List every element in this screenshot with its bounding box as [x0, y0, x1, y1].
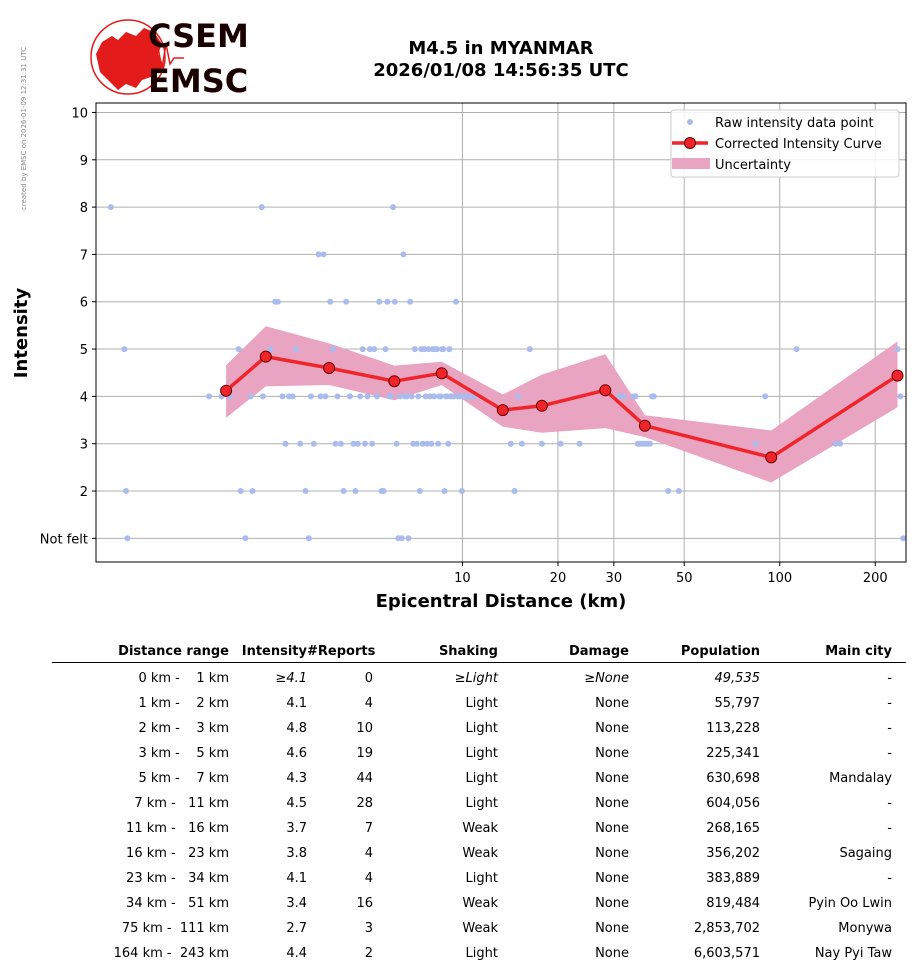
raw-data-point — [431, 393, 437, 399]
cell-shaking: Light — [465, 746, 498, 761]
cell-intensity: 4.1 — [286, 871, 307, 886]
cell-distance-range: 5 km - 7 km — [138, 771, 229, 786]
raw-data-point — [283, 441, 289, 447]
cell-distance-range: 3 km - 5 km — [138, 746, 229, 761]
raw-data-point — [260, 393, 266, 399]
cell-intensity: 3.8 — [286, 846, 307, 861]
curve-point — [389, 376, 400, 387]
cell-intensity: ≥4.1 — [275, 671, 307, 686]
y-tick-label: 5 — [79, 343, 88, 359]
y-tick-label: Not felt — [39, 532, 88, 548]
table-row — [52, 766, 906, 791]
cell-main-city: - — [887, 721, 892, 736]
cell-damage: None — [595, 746, 629, 761]
raw-data-point — [330, 346, 336, 352]
table-row — [52, 916, 906, 941]
table-row — [52, 866, 906, 891]
raw-data-point — [399, 535, 405, 541]
raw-data-point — [388, 393, 394, 399]
raw-data-point — [357, 393, 363, 399]
raw-data-point — [293, 346, 299, 352]
cell-shaking: Light — [465, 721, 498, 736]
cell-intensity: 3.7 — [286, 821, 307, 836]
col-population: Population — [680, 643, 760, 659]
raw-data-point — [445, 441, 451, 447]
cell-main-city: - — [887, 696, 892, 711]
cell-reports: 4 — [364, 696, 373, 711]
raw-data-point — [390, 204, 396, 210]
raw-data-point — [394, 441, 400, 447]
raw-data-point — [374, 393, 380, 399]
cell-population: 604,056 — [706, 796, 760, 811]
curve-point — [536, 400, 547, 411]
x-tick-label: 30 — [605, 571, 623, 586]
raw-data-point — [108, 204, 114, 210]
cell-main-city: - — [887, 871, 892, 886]
raw-data-point — [762, 393, 768, 399]
y-tick-label: 8 — [79, 201, 88, 217]
cell-damage: None — [595, 721, 629, 736]
cell-population: 383,889 — [706, 871, 760, 886]
raw-data-point — [321, 251, 327, 257]
raw-data-point — [362, 441, 368, 447]
cell-damage: None — [595, 946, 629, 961]
curve-point — [639, 420, 650, 431]
curve-point — [221, 385, 232, 396]
cell-population: 225,341 — [706, 746, 760, 761]
raw-data-point — [392, 299, 398, 305]
raw-data-point — [236, 346, 242, 352]
raw-data-point — [238, 488, 244, 494]
col-shaking: Shaking — [438, 643, 498, 659]
cell-population: 268,165 — [706, 821, 760, 836]
cell-intensity: 4.3 — [286, 771, 307, 786]
curve-point — [766, 452, 777, 463]
raw-data-point — [280, 393, 286, 399]
raw-data-point — [121, 346, 127, 352]
raw-data-point — [527, 346, 533, 352]
raw-data-point — [512, 488, 518, 494]
x-axis-label: Epicentral Distance (km) — [375, 591, 627, 612]
cell-reports: 2 — [364, 946, 373, 961]
cell-shaking: Weak — [462, 821, 498, 836]
raw-data-point — [515, 393, 521, 399]
raw-data-point — [335, 393, 341, 399]
logo-top-text: CSEM — [148, 17, 249, 55]
cell-shaking: Light — [465, 771, 498, 786]
credit-text: created by EMSC on 2026-01-09 12:31:31 UTC — [20, 46, 28, 210]
raw-data-point — [442, 488, 448, 494]
cell-intensity: 4.1 — [286, 696, 307, 711]
cell-reports: 0 — [364, 671, 373, 686]
raw-data-point — [409, 393, 415, 399]
raw-data-point — [895, 346, 901, 352]
cell-population: 2,853,702 — [693, 921, 760, 936]
raw-data-point — [365, 393, 371, 399]
raw-data-point — [343, 299, 349, 305]
raw-data-point — [384, 299, 390, 305]
cell-main-city: - — [887, 671, 892, 686]
cell-reports: 7 — [364, 821, 373, 836]
legend-raw-marker — [687, 119, 693, 125]
raw-data-point — [647, 441, 653, 447]
cell-shaking: Weak — [462, 896, 498, 911]
raw-data-point — [794, 346, 800, 352]
cell-reports: 44 — [356, 771, 373, 786]
table-row — [52, 741, 906, 766]
x-tick-label: 20 — [549, 571, 567, 586]
cell-reports: 4 — [364, 871, 373, 886]
col-main-city: Main city — [825, 643, 892, 659]
raw-data-point — [446, 346, 452, 352]
cell-reports: 3 — [364, 921, 373, 936]
raw-data-point — [306, 535, 312, 541]
cell-shaking: Weak — [462, 846, 498, 861]
table-row — [52, 816, 906, 841]
y-tick-label: 10 — [71, 106, 88, 122]
legend-uncertainty-label: Uncertainty — [715, 158, 791, 173]
x-tick-label: 10 — [454, 571, 471, 586]
cell-main-city: - — [887, 821, 892, 836]
raw-data-point — [753, 441, 759, 447]
table-row — [52, 941, 906, 966]
cell-reports: 10 — [356, 721, 373, 736]
raw-data-point — [371, 346, 377, 352]
cell-distance-range: 0 km - 1 km — [138, 671, 229, 686]
raw-data-point — [333, 441, 339, 447]
raw-data-point — [453, 299, 459, 305]
raw-data-point — [360, 346, 366, 352]
chart-title-line2: 2026/01/08 14:56:35 UTC — [373, 60, 629, 81]
y-tick-label: 7 — [79, 248, 88, 264]
raw-data-point — [250, 488, 256, 494]
raw-data-point — [125, 535, 131, 541]
legend-curve-marker — [685, 138, 696, 149]
raw-data-point — [435, 441, 441, 447]
cell-shaking: Weak — [462, 921, 498, 936]
curve-point — [497, 405, 508, 416]
raw-data-point — [376, 299, 382, 305]
cell-damage: None — [595, 821, 629, 836]
raw-data-point — [440, 346, 446, 352]
table-row — [52, 841, 906, 866]
x-tick-label: 200 — [862, 571, 888, 586]
cell-shaking: ≥Light — [454, 671, 498, 686]
axis-ticks — [40, 106, 888, 586]
table-row — [52, 666, 906, 691]
raw-data-point — [369, 441, 375, 447]
raw-data-point — [338, 441, 344, 447]
raw-data-point — [347, 393, 353, 399]
cell-main-city: Mandalay — [829, 771, 892, 786]
logo-bottom-text: EMSC — [148, 62, 249, 98]
cell-distance-range: 16 km - 23 km — [126, 846, 229, 861]
x-tick-label: 50 — [675, 571, 693, 586]
raw-data-point — [414, 441, 420, 447]
raw-data-point — [621, 393, 627, 399]
cell-reports: 19 — [356, 746, 373, 761]
legend-uncertainty-swatch — [672, 158, 710, 169]
cell-intensity: 4.4 — [286, 946, 307, 961]
cell-shaking: Light — [465, 871, 498, 886]
legend-curve-label: Corrected Intensity Curve — [715, 137, 882, 152]
cell-distance-range: 75 km - 111 km — [121, 921, 229, 936]
cell-damage: ≥None — [584, 671, 629, 686]
raw-data-point — [242, 535, 248, 541]
cell-distance-range: 23 km - 34 km — [126, 871, 229, 886]
raw-data-point — [519, 441, 525, 447]
y-tick-label: 6 — [79, 295, 88, 311]
col-intensity: Intensity — [241, 643, 307, 659]
y-tick-label: 3 — [79, 437, 88, 453]
cell-shaking: Light — [465, 946, 498, 961]
raw-data-point — [407, 299, 413, 305]
cell-reports: 28 — [356, 796, 373, 811]
cell-main-city: - — [887, 796, 892, 811]
cell-population: 113,228 — [706, 721, 760, 736]
cell-reports: 4 — [364, 846, 373, 861]
raw-data-point — [401, 251, 407, 257]
cell-population: 819,484 — [706, 896, 760, 911]
cell-population: 6,603,571 — [693, 946, 760, 961]
cell-damage: None — [595, 921, 629, 936]
cell-intensity: 4.8 — [286, 721, 307, 736]
cell-damage: None — [595, 846, 629, 861]
raw-data-point — [248, 393, 254, 399]
cell-damage: None — [595, 796, 629, 811]
raw-data-point — [415, 393, 421, 399]
raw-data-point — [900, 535, 906, 541]
cell-population: 49,535 — [714, 671, 760, 686]
raw-data-point — [577, 441, 583, 447]
table-row — [52, 691, 906, 716]
table-row — [52, 716, 906, 741]
raw-data-point — [383, 346, 389, 352]
curve-point — [436, 368, 447, 379]
cell-shaking: Light — [465, 696, 498, 711]
cell-main-city: Pyin Oo Lwin — [808, 896, 892, 911]
legend-raw-label: Raw intensity data point — [715, 116, 874, 131]
raw-data-point — [897, 393, 903, 399]
raw-data-point — [341, 488, 347, 494]
raw-data-point — [275, 299, 281, 305]
cell-reports: 16 — [356, 896, 373, 911]
raw-data-point — [434, 346, 440, 352]
raw-data-point — [308, 393, 314, 399]
raw-data-point — [665, 488, 671, 494]
raw-data-point — [381, 488, 387, 494]
table-row — [52, 891, 906, 916]
raw-data-point — [459, 488, 465, 494]
cell-damage: None — [595, 771, 629, 786]
raw-data-point — [558, 441, 564, 447]
cell-distance-range: 2 km - 3 km — [138, 721, 229, 736]
raw-data-point — [406, 535, 412, 541]
raw-data-point — [355, 441, 361, 447]
y-tick-label: 9 — [79, 153, 88, 169]
raw-data-point — [327, 299, 333, 305]
raw-data-point — [302, 488, 308, 494]
cell-main-city: Monywa — [838, 921, 892, 936]
raw-data-point — [412, 346, 418, 352]
table-body — [52, 666, 906, 966]
y-tick-label: 4 — [79, 390, 88, 406]
cell-intensity: 2.7 — [286, 921, 307, 936]
curve-point — [892, 370, 903, 381]
legend — [671, 110, 899, 177]
raw-data-point — [508, 441, 514, 447]
cell-population: 55,797 — [714, 696, 760, 711]
col-distance-range: Distance range — [118, 643, 229, 659]
col-reports: #Reports — [307, 643, 376, 659]
cell-distance-range: 164 km - 243 km — [113, 946, 229, 961]
raw-data-point — [290, 393, 296, 399]
curve-point — [600, 385, 611, 396]
cell-main-city: - — [887, 746, 892, 761]
cell-distance-range: 7 km - 11 km — [134, 796, 229, 811]
cell-intensity: 4.6 — [286, 746, 307, 761]
cell-main-city: Sagaing — [839, 846, 892, 861]
raw-data-point — [676, 488, 682, 494]
raw-data-point — [297, 441, 303, 447]
col-damage: Damage — [568, 643, 629, 659]
y-axis-label: Intensity — [11, 287, 32, 379]
cell-population: 356,202 — [706, 846, 760, 861]
curve-point — [260, 351, 271, 362]
x-tick-label: 100 — [767, 571, 793, 586]
raw-data-point — [311, 441, 317, 447]
raw-data-point — [322, 393, 328, 399]
raw-data-point — [123, 488, 129, 494]
cell-intensity: 4.5 — [286, 796, 307, 811]
distance-table — [52, 640, 906, 966]
cell-distance-range: 11 km - 16 km — [126, 821, 229, 836]
raw-data-point — [259, 204, 265, 210]
y-tick-label: 2 — [79, 485, 88, 501]
cell-main-city: Nay Pyi Taw — [814, 946, 892, 961]
cell-shaking: Light — [465, 796, 498, 811]
cell-damage: None — [595, 896, 629, 911]
raw-data-point — [539, 441, 545, 447]
cell-distance-range: 34 km - 51 km — [126, 896, 229, 911]
raw-data-point — [417, 488, 423, 494]
raw-data-point — [428, 441, 434, 447]
curve-point — [324, 363, 335, 374]
raw-data-point — [206, 393, 212, 399]
raw-data-point — [633, 393, 639, 399]
raw-data-point — [651, 393, 657, 399]
cell-damage: None — [595, 696, 629, 711]
cell-damage: None — [595, 871, 629, 886]
raw-data-point — [352, 488, 358, 494]
table-row — [52, 791, 906, 816]
cell-population: 630,698 — [706, 771, 760, 786]
cell-distance-range: 1 km - 2 km — [138, 696, 229, 711]
cell-intensity: 3.4 — [286, 896, 307, 911]
chart-title-line1: M4.5 in MYANMAR — [408, 38, 594, 59]
table-header — [52, 640, 906, 663]
raw-data-point — [837, 441, 843, 447]
